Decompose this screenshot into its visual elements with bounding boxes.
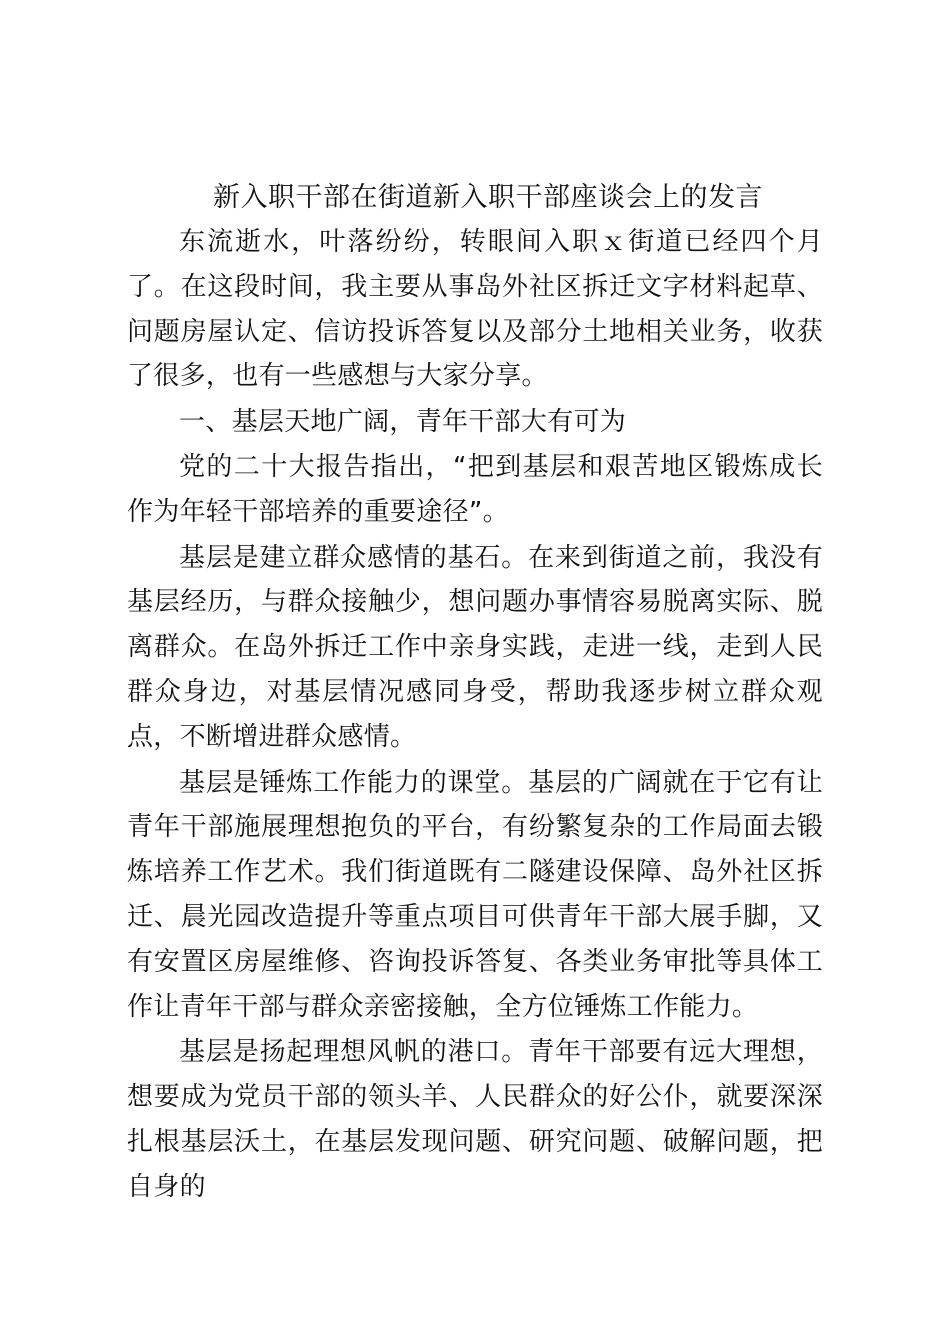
paragraph-harbor: 基层是扬起理想风帆的港口。青年干部要有远大理想，想要成为党员干部的领头羊、人民群众的好公仆，就要深深扎根基层沃土，在基层发现问题、研究问题、破解问题，把自身的 [127, 1037, 823, 1202]
paragraph-foundation: 基层是建立群众感情的基石。在来到街道之前，我没有基层经历，与群众接触少，想问题办事情容易脱离实际、脱离群众。在岛外拆迁工作中亲身实践，走进一线，走到人民群众身边，对基层情况感同身受，帮助我逐步树立群众观点，不断增进群众感情。 [127, 542, 823, 752]
section-heading: 一、基层天地广阔，青年干部大有可为 [179, 407, 627, 438]
paragraph-classroom: 基层是锤炼工作能力的课堂。基层的广阔就在于它有让青年干部施展理想抱负的平台，有纷繁复杂的工作局面去锻炼培养工作艺术。我们街道既有二隧建设保障、岛外社区拆迁、晨光园改造提升等重点项目可供青年干部大展手脚，又有安置区房屋维修、咨询投诉答复、各类业务审批等具体工作让青年干部与群众亲密接触，全方位锤炼工作能力。 [127, 767, 823, 1022]
paragraph-intro: 东流逝水，叶落纷纷，转眼间入职ｘ街道已经四个月了。在这段时间，我主要从事岛外社区拆迁文字材料起草、问题房屋认定、信访投诉答复以及部分土地相关业务，收获了很多，也有一些感想与大家分享。 [127, 227, 823, 392]
document-title: 新入职干部在街道新入职干部座谈会上的发言 [213, 182, 763, 213]
paragraph-report-quote: 党的二十大报告指出，“把到基层和艰苦地区锻炼成长作为年轻干部培养的重要途径”。 [127, 451, 823, 527]
document-body [127, 175, 823, 1210]
